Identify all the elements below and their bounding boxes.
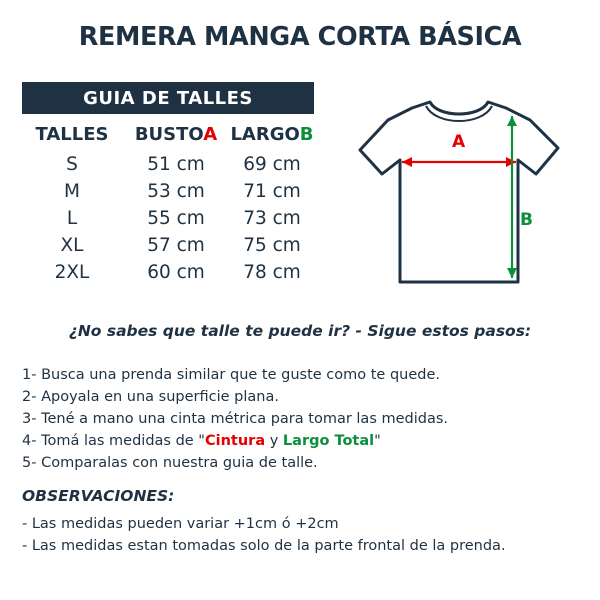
cell-bust: 51 cm: [147, 154, 205, 175]
list-item: [22, 408, 582, 430]
step-text-highlight-largo: Largo Total: [282, 433, 375, 449]
step-text: Apoyala en una superficie plana.: [41, 389, 279, 405]
table-row: [18, 208, 318, 235]
step-text: Tené a mano una cinta métrica para tomar las medidas.: [41, 411, 449, 427]
size-guide-header-label: GUIA DE TALLES: [83, 87, 253, 109]
tshirt-outline-icon: [330, 70, 588, 300]
table-row: [18, 262, 318, 289]
list-item: [22, 430, 582, 452]
cell-size: L: [66, 208, 78, 229]
cell-bust: 60 cm: [147, 262, 205, 283]
step-text: Busca una prenda similar que te guste como te quede.: [41, 367, 441, 383]
step-text-mid: y: [265, 433, 283, 449]
question-heading: ¿No sabes que talle te puede ir? - Sigue estos pasos:: [68, 322, 532, 340]
cell-length: 73 cm: [243, 208, 301, 229]
cell-bust: 55 cm: [147, 208, 205, 229]
cell-length: 69 cm: [243, 154, 301, 175]
cell-size: M: [64, 181, 80, 202]
list-item: [22, 386, 582, 408]
list-item: [22, 364, 582, 386]
step-number: 2-: [22, 389, 37, 405]
column-header-bust-label: BUSTO: [134, 124, 204, 145]
step-number: 3-: [22, 411, 37, 427]
cell-bust: 53 cm: [147, 181, 205, 202]
step-number: 5-: [22, 455, 37, 471]
table-row: [18, 154, 318, 181]
step-number: 4-: [22, 433, 37, 449]
tshirt-diagram: [330, 70, 588, 300]
table-header-row: [18, 124, 318, 154]
diagram-label-b: B: [520, 210, 533, 230]
cell-length: 75 cm: [243, 235, 301, 256]
observations-list: [22, 513, 582, 557]
observations-title: OBSERVACIONES:: [22, 487, 175, 505]
step-text: Comparalas con nuestra guia de talle.: [41, 455, 318, 471]
table-row: [18, 181, 318, 208]
cell-size: XL: [60, 235, 84, 256]
column-header-length-mark: B: [299, 124, 314, 145]
step-number: 1-: [22, 367, 37, 383]
column-header-length-label: LARGO: [230, 124, 300, 145]
cell-size: S: [66, 154, 78, 175]
cell-length: 78 cm: [243, 262, 301, 283]
cell-size: 2XL: [54, 262, 90, 283]
diagram-label-a: A: [452, 132, 466, 152]
step-text-highlight-cintura: Cintura: [204, 433, 266, 449]
page-title: REMERA MANGA CORTA BÁSICA: [78, 22, 522, 52]
column-header-size: TALLES: [35, 124, 109, 145]
column-header-bust: [126, 124, 226, 145]
step-text-prefix: Tomá las medidas de ": [41, 433, 205, 449]
steps-list: [22, 364, 582, 474]
list-item: [22, 452, 582, 474]
list-item: - Las medidas estan tomadas solo de la parte frontal de la prenda.: [22, 538, 506, 554]
step-text-suffix: ": [374, 433, 381, 449]
list-item: - Las medidas pueden variar +1cm ó +2cm: [22, 516, 339, 532]
size-table: [18, 124, 318, 289]
cell-bust: 57 cm: [147, 235, 205, 256]
table-row: [18, 235, 318, 262]
column-header-bust-mark: A: [203, 124, 218, 145]
cell-length: 71 cm: [243, 181, 301, 202]
size-guide-header-bar: [22, 82, 314, 114]
column-header-length: [226, 124, 318, 145]
